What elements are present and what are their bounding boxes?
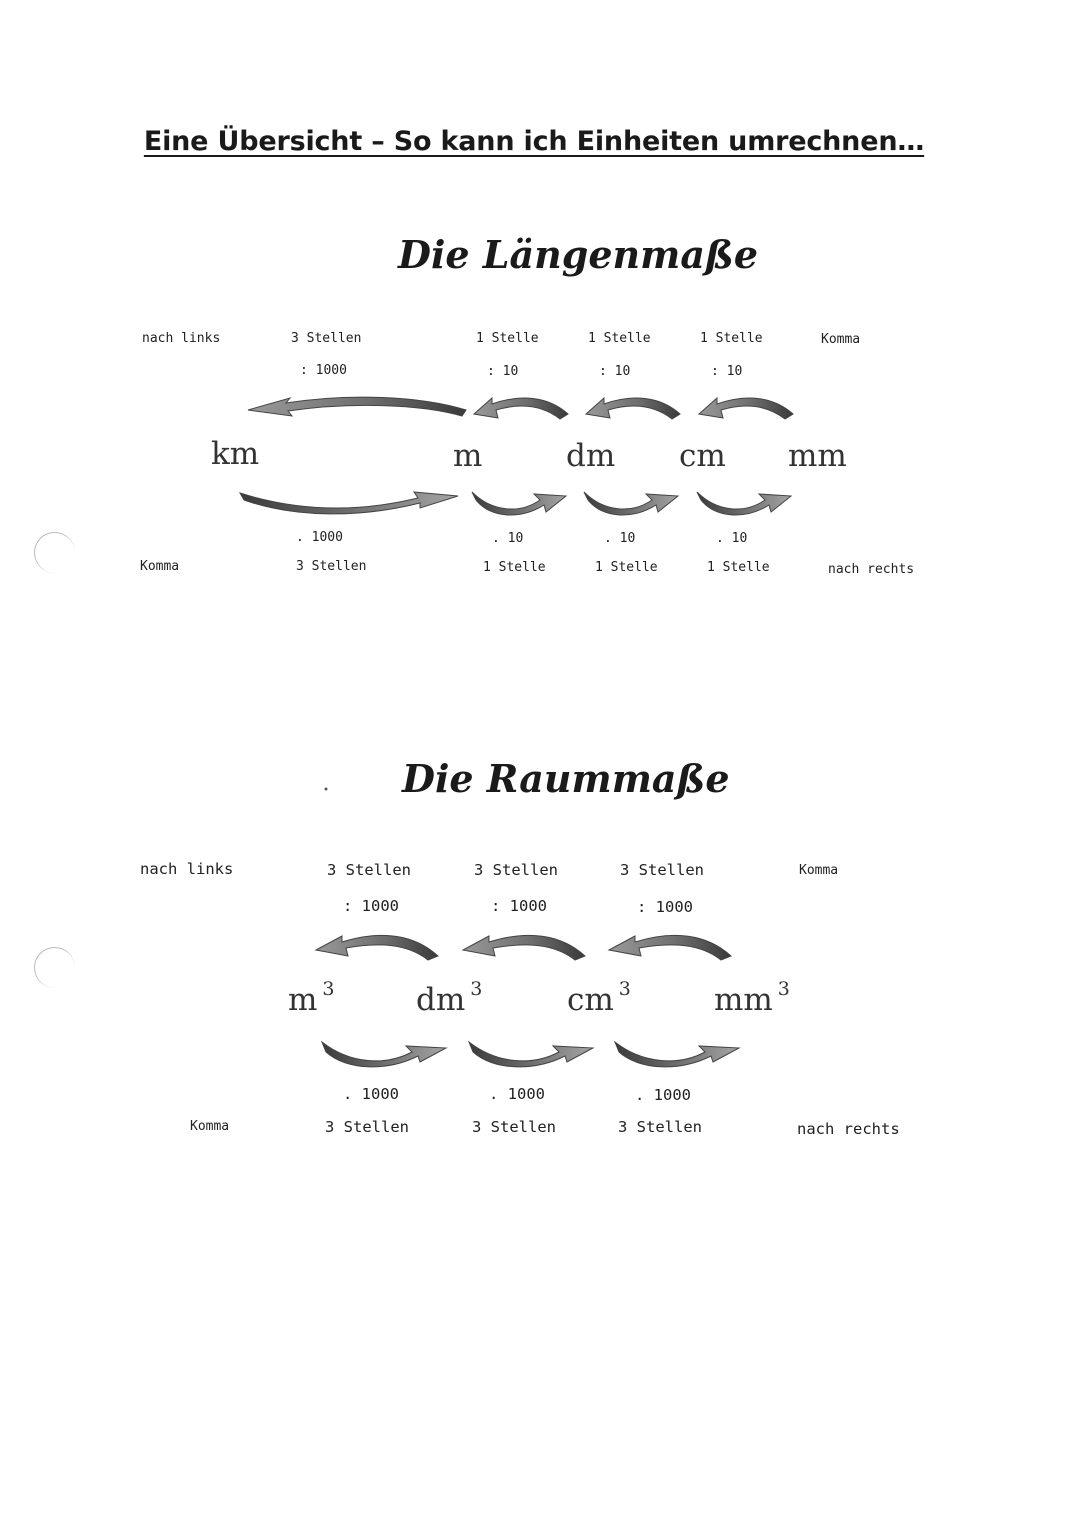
volume-top-right-label: Komma xyxy=(799,863,839,878)
volume-top-left-label: nach links xyxy=(140,860,234,878)
volume-unit-base: cm xyxy=(567,982,614,1018)
volume-left-arrow-icon xyxy=(316,935,438,960)
volume-bottom-right-label: nach rechts xyxy=(797,1120,900,1138)
length-top-places: 1 Stelle xyxy=(700,331,763,346)
length-left-arrow-icon xyxy=(699,398,793,419)
volume-unit-exponent: 3 xyxy=(618,978,631,1000)
length-unit: km xyxy=(211,436,260,472)
volume-top-places: 3 Stellen xyxy=(327,861,411,879)
length-left-arrow-icon xyxy=(474,398,568,419)
length-bottom-op: . 1000 xyxy=(296,530,343,545)
length-top-op: : 10 xyxy=(487,364,519,379)
page-title: Eine Übersicht – So kann ich Einheiten umrechnen… xyxy=(143,126,925,157)
volume-heading: Die Raummaße xyxy=(402,756,730,801)
length-bottom-right-label: nach rechts xyxy=(828,562,915,577)
length-top-places: 1 Stelle xyxy=(476,331,539,346)
volume-unit-base: mm xyxy=(714,982,773,1018)
volume-bottom-left-label: Komma xyxy=(190,1119,230,1134)
length-bottom-places: 1 Stelle xyxy=(595,560,658,575)
volume-top-op: : 1000 xyxy=(637,898,693,916)
volume-top-op: : 1000 xyxy=(491,897,547,915)
length-bottom-places: 1 Stelle xyxy=(483,560,546,575)
volume-right-arrow-icon xyxy=(322,1042,446,1067)
length-right-arrow-icon xyxy=(240,492,458,514)
volume-top-op: : 1000 xyxy=(343,897,399,915)
length-bottom-op: . 10 xyxy=(604,531,636,546)
volume-unit-base: dm xyxy=(416,982,466,1018)
volume-bottom-places: 3 Stellen xyxy=(472,1118,556,1136)
length-right-arrow-icon xyxy=(472,492,566,515)
volume-top-places: 3 Stellen xyxy=(620,861,704,879)
length-bottom-places: 3 Stellen xyxy=(296,559,367,574)
length-bottom-op: . 10 xyxy=(716,531,748,546)
volume-unit-exponent: 3 xyxy=(322,978,335,1000)
volume-bottom-op: . 1000 xyxy=(489,1085,545,1103)
volume-bottom-op: . 1000 xyxy=(343,1085,399,1103)
length-right-arrow-icon xyxy=(697,492,791,515)
volume-top-places: 3 Stellen xyxy=(474,861,558,879)
length-bottom-left-label: Komma xyxy=(140,559,180,574)
volume-bottom-places: 3 Stellen xyxy=(325,1118,409,1136)
volume-left-arrow-icon xyxy=(609,935,731,960)
length-top-op: : 10 xyxy=(599,364,631,379)
length-left-arrow-icon xyxy=(248,397,466,416)
volume-bottom-op: . 1000 xyxy=(635,1086,691,1104)
length-top-right-label: Komma xyxy=(821,332,861,347)
length-right-arrow-icon xyxy=(584,492,678,515)
length-heading: Die Längenmaße xyxy=(398,232,759,277)
volume-right-arrow-icon xyxy=(615,1042,739,1067)
stray-dot xyxy=(325,788,328,791)
length-unit: dm xyxy=(566,438,616,474)
length-unit: cm xyxy=(679,438,726,474)
length-bottom-places: 1 Stelle xyxy=(707,560,770,575)
length-top-places: 3 Stellen xyxy=(291,331,362,346)
length-top-left-label: nach links xyxy=(142,331,221,346)
length-unit: m xyxy=(453,438,483,474)
volume-unit-base: m xyxy=(288,982,318,1018)
length-top-op: : 1000 xyxy=(300,363,347,378)
volume-left-arrow-icon xyxy=(463,935,585,960)
length-bottom-op: . 10 xyxy=(492,531,524,546)
volume-right-arrow-icon xyxy=(469,1042,593,1067)
volume-unit-exponent: 3 xyxy=(777,978,790,1000)
length-unit: mm xyxy=(788,438,847,474)
length-top-places: 1 Stelle xyxy=(588,331,651,346)
volume-unit-exponent: 3 xyxy=(470,978,483,1000)
length-top-op: : 10 xyxy=(711,364,743,379)
volume-bottom-places: 3 Stellen xyxy=(618,1118,702,1136)
length-left-arrow-icon xyxy=(586,398,680,419)
